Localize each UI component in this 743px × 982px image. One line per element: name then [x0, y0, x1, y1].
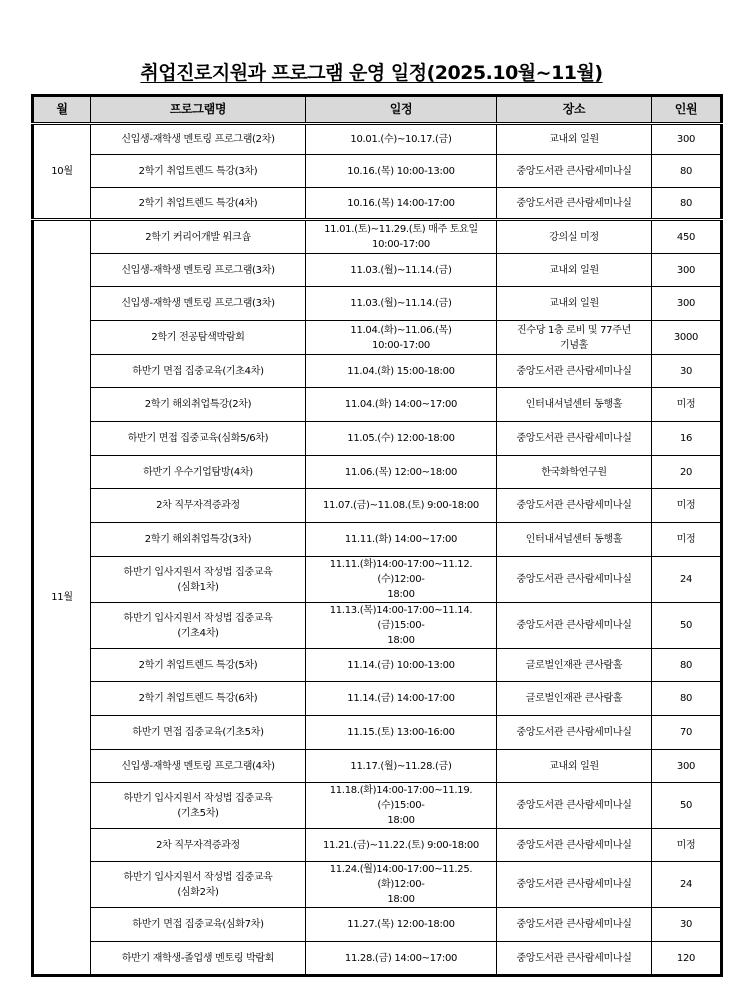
schedule-cell: 11.03.(월)~11.14.(금)	[306, 287, 497, 321]
table-row	[33, 783, 722, 829]
count-cell: 미정	[652, 388, 722, 422]
table-row	[33, 716, 722, 750]
count-cell: 80	[652, 649, 722, 682]
count-cell: 300	[652, 750, 722, 783]
schedule-table	[31, 94, 723, 977]
count-cell: 50	[652, 783, 722, 829]
schedule-cell: 11.28.(금) 14:00~17:00	[306, 942, 497, 976]
place-cell: 강의실 미정	[497, 220, 652, 254]
place-cell: 중앙도서관 큰사람세미나실	[497, 783, 652, 829]
count-cell: 미정	[652, 489, 722, 523]
program-cell: 하반기 입사지원서 작성법 집중교육 (기초5차)	[91, 783, 306, 829]
place-cell: 교내외 일원	[497, 124, 652, 155]
schedule-cell: 10.16.(목) 14:00-17:00	[306, 188, 497, 220]
program-cell: 2학기 해외취업특강(3차)	[91, 523, 306, 557]
count-cell: 미정	[652, 829, 722, 862]
table-row	[33, 388, 722, 422]
program-cell: 2학기 취업트렌드 특강(4차)	[91, 188, 306, 220]
table-row	[33, 523, 722, 557]
count-cell: 3000	[652, 321, 722, 355]
program-cell: 2학기 해외취업특강(2차)	[91, 388, 306, 422]
schedule-cell: 11.04.(화) 14:00~17:00	[306, 388, 497, 422]
table-row	[33, 682, 722, 716]
place-cell: 인터내셔널센터 동행홀	[497, 523, 652, 557]
table-row	[33, 908, 722, 942]
schedule-cell: 11.05.(수) 12:00-18:00	[306, 422, 497, 456]
program-cell: 2학기 취업트렌드 특강(6차)	[91, 682, 306, 716]
count-cell: 20	[652, 456, 722, 489]
table-row	[33, 557, 722, 603]
table-row	[33, 355, 722, 388]
table-row	[33, 287, 722, 321]
program-cell: 하반기 입사지원서 작성법 집중교육 (심화2차)	[91, 862, 306, 908]
table-row	[33, 862, 722, 908]
count-cell: 미정	[652, 523, 722, 557]
table-row	[33, 489, 722, 523]
place-cell: 중앙도서관 큰사람세미나실	[497, 422, 652, 456]
schedule-cell: 11.07.(금)~11.08.(토) 9:00-18:00	[306, 489, 497, 523]
count-cell: 24	[652, 862, 722, 908]
schedule-cell: 11.04.(화) 15:00-18:00	[306, 355, 497, 388]
count-cell: 300	[652, 287, 722, 321]
place-cell: 중앙도서관 큰사람세미나실	[497, 829, 652, 862]
schedule-body	[33, 124, 722, 976]
schedule-cell: 11.18.(화)14:00-17:00~11.19.(수)15:00- 18:00	[306, 783, 497, 829]
schedule-cell: 11.01.(토)~11.29.(토) 매주 토요일 10:00-17:00	[306, 220, 497, 254]
header-month: 월	[33, 96, 91, 124]
schedule-cell: 11.06.(목) 12:00~18:00	[306, 456, 497, 489]
program-cell: 2학기 전공탐색박람회	[91, 321, 306, 355]
count-cell: 120	[652, 942, 722, 976]
place-cell: 중앙도서관 큰사람세미나실	[497, 942, 652, 976]
program-cell: 2학기 취업트렌드 특강(5차)	[91, 649, 306, 682]
page-title: 취업진로지원과 프로그램 운영 일정(2025.10월~11월)	[140, 62, 603, 84]
count-cell: 80	[652, 155, 722, 188]
schedule-cell: 10.01.(수)~10.17.(금)	[306, 124, 497, 155]
program-cell: 2차 직무자격증과정	[91, 829, 306, 862]
place-cell: 한국화학연구원	[497, 456, 652, 489]
program-cell: 신입생-재학생 멘토링 프로그램(2차)	[91, 124, 306, 155]
count-cell: 30	[652, 355, 722, 388]
schedule-cell: 11.27.(목) 12:00-18:00	[306, 908, 497, 942]
schedule-cell: 11.14.(금) 14:00-17:00	[306, 682, 497, 716]
month-cell: 10월	[33, 124, 91, 220]
table-header-row	[33, 96, 722, 124]
header-program: 프로그램명	[91, 96, 306, 124]
program-cell: 신입생-재학생 멘토링 프로그램(3차)	[91, 254, 306, 287]
table-row	[33, 829, 722, 862]
schedule-cell: 11.15.(토) 13:00-16:00	[306, 716, 497, 750]
place-cell: 교내외 일원	[497, 750, 652, 783]
table-row	[33, 750, 722, 783]
count-cell: 300	[652, 124, 722, 155]
schedule-cell: 10.16.(목) 10:00-13:00	[306, 155, 497, 188]
table-row	[33, 220, 722, 254]
program-cell: 하반기 면접 집중교육(심화5/6차)	[91, 422, 306, 456]
table-row	[33, 321, 722, 355]
table-row	[33, 649, 722, 682]
table-row	[33, 155, 722, 188]
header-place: 장소	[497, 96, 652, 124]
table-row	[33, 942, 722, 976]
table-row	[33, 603, 722, 649]
schedule-cell: 11.11.(화)14:00-17:00~11.12.(수)12:00- 18:00	[306, 557, 497, 603]
month-cell: 11월	[33, 220, 91, 976]
table-row	[33, 456, 722, 489]
count-cell: 24	[652, 557, 722, 603]
program-cell: 하반기 면접 집중교육(기초5차)	[91, 716, 306, 750]
program-cell: 하반기 우수기업탐방(4차)	[91, 456, 306, 489]
place-cell: 중앙도서관 큰사람세미나실	[497, 188, 652, 220]
count-cell: 80	[652, 682, 722, 716]
program-cell: 2학기 취업트렌드 특강(3차)	[91, 155, 306, 188]
place-cell: 중앙도서관 큰사람세미나실	[497, 557, 652, 603]
count-cell: 80	[652, 188, 722, 220]
place-cell: 중앙도서관 큰사람세미나실	[497, 355, 652, 388]
schedule-cell: 11.21.(금)~11.22.(토) 9:00-18:00	[306, 829, 497, 862]
count-cell: 70	[652, 716, 722, 750]
schedule-cell: 11.17.(월)~11.28.(금)	[306, 750, 497, 783]
program-cell: 하반기 재학생-졸업생 멘토링 박람회	[91, 942, 306, 976]
table-row	[33, 254, 722, 287]
place-cell: 중앙도서관 큰사람세미나실	[497, 155, 652, 188]
count-cell: 300	[652, 254, 722, 287]
table-row	[33, 188, 722, 220]
place-cell: 중앙도서관 큰사람세미나실	[497, 908, 652, 942]
place-cell: 교내외 일원	[497, 254, 652, 287]
place-cell: 중앙도서관 큰사람세미나실	[497, 489, 652, 523]
schedule-cell: 11.04.(화)~11.06.(목) 10:00-17:00	[306, 321, 497, 355]
place-cell: 진수당 1층 로비 및 77주년 기념홀	[497, 321, 652, 355]
table-row	[33, 422, 722, 456]
header-schedule: 일정	[306, 96, 497, 124]
place-cell: 중앙도서관 큰사람세미나실	[497, 862, 652, 908]
count-cell: 30	[652, 908, 722, 942]
program-cell: 하반기 입사지원서 작성법 집중교육 (심화1차)	[91, 557, 306, 603]
program-cell: 하반기 면접 집중교육(심화7차)	[91, 908, 306, 942]
program-cell: 신입생-재학생 멘토링 프로그램(4차)	[91, 750, 306, 783]
count-cell: 50	[652, 603, 722, 649]
place-cell: 글로벌인재관 큰사람홀	[497, 649, 652, 682]
count-cell: 450	[652, 220, 722, 254]
header-count: 인원	[652, 96, 722, 124]
program-cell: 2학기 커리어개발 워크숍	[91, 220, 306, 254]
program-cell: 하반기 입사지원서 작성법 집중교육 (기초4차)	[91, 603, 306, 649]
program-cell: 2차 직무자격증과정	[91, 489, 306, 523]
place-cell: 글로벌인재관 큰사람홀	[497, 682, 652, 716]
program-cell: 신입생-재학생 멘토링 프로그램(3차)	[91, 287, 306, 321]
place-cell: 교내외 일원	[497, 287, 652, 321]
table-row	[33, 124, 722, 155]
schedule-cell: 11.24.(월)14:00-17:00~11.25.(화)12:00- 18:00	[306, 862, 497, 908]
place-cell: 인터내셔널센터 동행홀	[497, 388, 652, 422]
schedule-cell: 11.13.(목)14:00-17:00~11.14.(금)15:00- 18:00	[306, 603, 497, 649]
place-cell: 중앙도서관 큰사람세미나실	[497, 603, 652, 649]
schedule-cell: 11.11.(화) 14:00~17:00	[306, 523, 497, 557]
place-cell: 중앙도서관 큰사람세미나실	[497, 716, 652, 750]
count-cell: 16	[652, 422, 722, 456]
schedule-cell: 11.14.(금) 10:00-13:00	[306, 649, 497, 682]
schedule-cell: 11.03.(월)~11.14.(금)	[306, 254, 497, 287]
program-cell: 하반기 면접 집중교육(기초4차)	[91, 355, 306, 388]
